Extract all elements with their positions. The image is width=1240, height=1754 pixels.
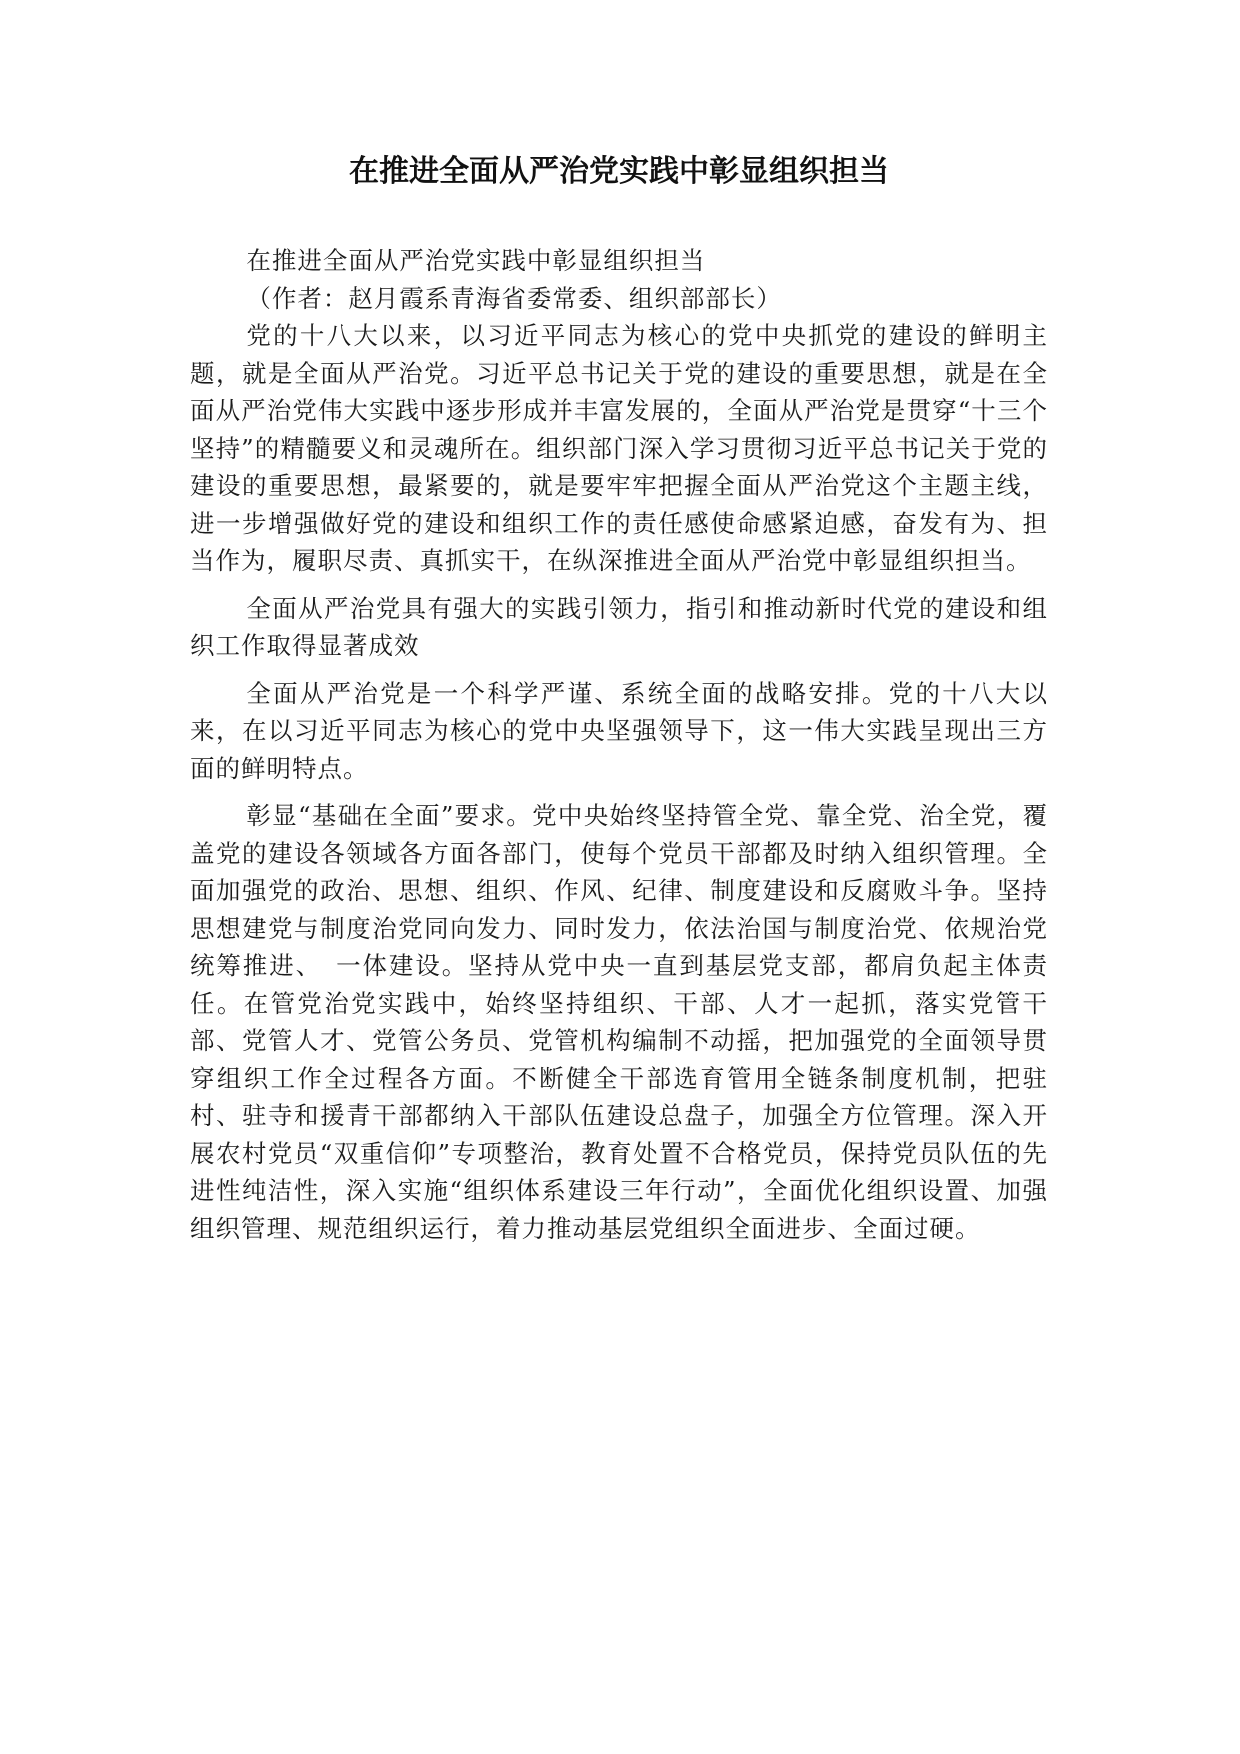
section-heading: 全面从严治党具有强大的实践引领力，指引和推动新时代党的建设和组织工作取得显著成效	[190, 593, 1048, 660]
body-paragraph: 彰显“基础在全面”要求。党中央始终坚持管全党、靠全党、治全党，覆盖党的建设各领域各方面各部门，使每个党员干部都及时纳入组织管理。全面加强党的政治、思想、组织、作风、纪律、制度建设和反腐败斗争。坚持思想建党与制度治党同向发力、同时发力，依法治国与制度治党、依规治党统筹推进、 一体建设。坚持从党中央一直到基层党支部，都肩负起主体责任。在管党治党实践中，始终坚持组织、干部、人才一起抓，落实党管干部、党管人才、党管公务员、党管机构编制不动摇，把加强党的全面领导贯穿组织工作全过程各方面。不断健全干部选育管用全链条制度机制，把驻村、驻寺和援青干部都纳入干部队伍建设总盘子，加强全方位管理。深入开展农村党员“双重信仰”专项整治，教育处置不合格党员，保持党员队伍的先进性纯洁性，深入实施“组织体系建设三年行动”，全面优化组织设置、加强组织管理、规范组织运行，着力推动基层党组织全面进步、全面过硬。	[190, 801, 1048, 1243]
author-line: （作者：赵月霞系青海省委常委、组织部部长）	[246, 283, 782, 313]
document-title: 在推进全面从严治党实践中彰显组织担当	[349, 154, 889, 189]
document-body	[190, 242, 1048, 1247]
body-paragraph: 全面从严治党是一个科学严谨、系统全面的战略安排。党的十八大以来，在以习近平同志为核心的党中央坚强领导下，这一伟大实践呈现出三方面的鲜明特点。	[190, 678, 1048, 783]
document-subtitle: 在推进全面从严治党实践中彰显组织担当	[246, 246, 706, 275]
body-paragraph: 党的十八大以来，以习近平同志为核心的党中央抓党的建设的鲜明主题，就是全面从严治党。习近平总书记关于党的建设的重要思想，就是在全面从严治党伟大实践中逐步形成并丰富发展的，全面从严治党是贯穿“十三个坚持”的精髓要义和灵魂所在。组织部门深入学习贯彻习近平总书记关于党的建设的重要思想，最紧要的，就是要牢牢把握全面从严治党这个主题主线，进一步增强做好党的建设和组织工作的责任感使命感紧迫感，奋发有为、担当作为，履职尽责、真抓实干，在纵深推进全面从严治党中彰显组织担当。	[190, 321, 1048, 575]
